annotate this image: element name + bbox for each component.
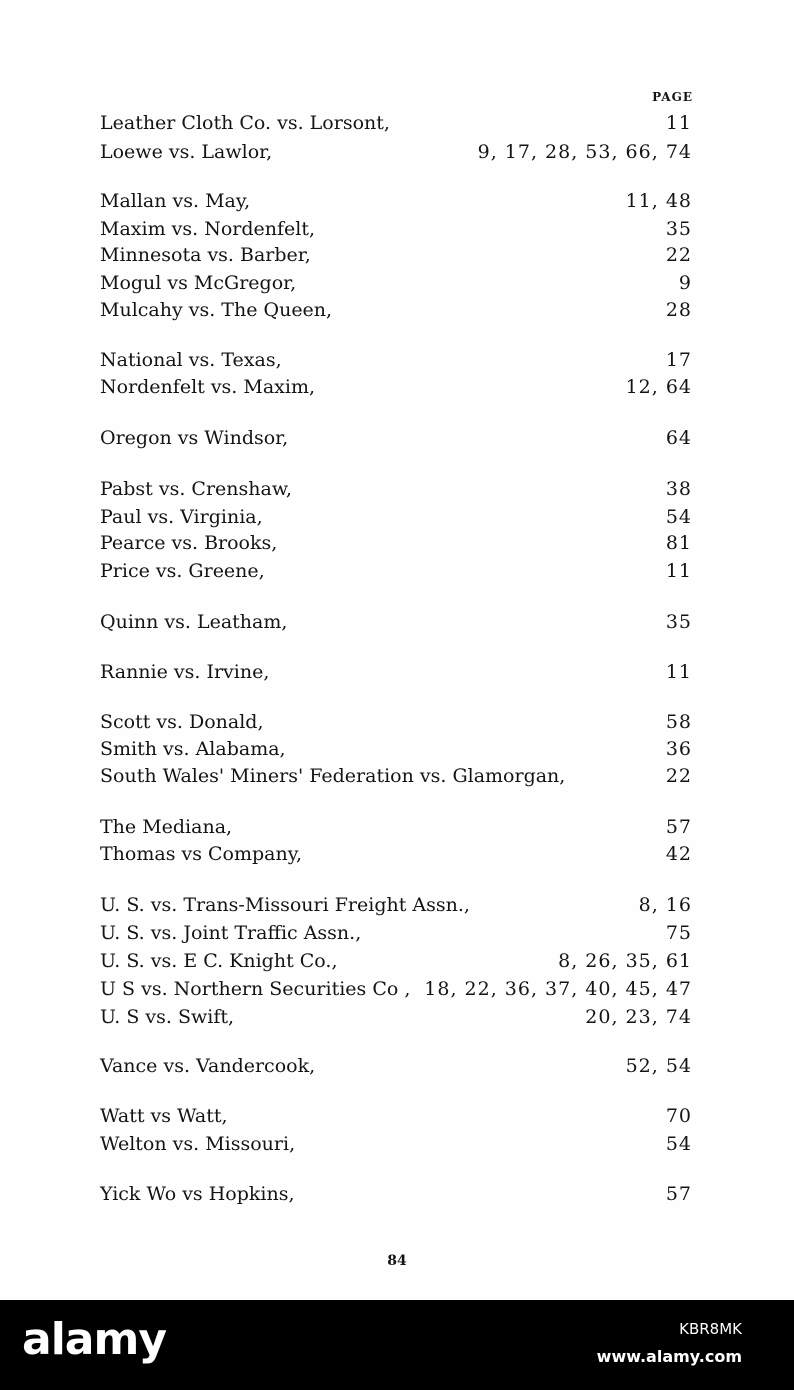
page-references: 70 [665,1105,692,1127]
index-entry [100,1105,692,1131]
index-entry [100,141,692,167]
page-references: 11 [665,112,692,134]
index-entry [100,1133,692,1159]
page-references: 54 [665,506,692,528]
case-name: Welton vs. Missouri, [100,1133,296,1155]
watermark-logo: alamy [22,1314,166,1365]
index-entry [100,478,692,504]
case-name: U. S. vs. Joint Traffic Assn., [100,922,362,944]
case-name: Leather Cloth Co. vs. Lorsont, [100,112,390,134]
index-entry [100,299,692,325]
index-entry [100,190,692,216]
page-references: 58 [665,711,692,733]
index-entry [100,112,692,138]
index-entry [100,765,692,791]
page-references: 64 [665,427,692,449]
case-name: Mogul vs McGregor, [100,272,297,294]
case-name: Price vs. Greene, [100,560,265,582]
case-name: Oregon vs Windsor, [100,427,289,449]
case-name: Minnesota vs. Barber, [100,244,311,266]
case-name: Yick Wo vs Hopkins, [100,1183,295,1205]
index-entry [100,738,692,764]
case-name: Mulcahy vs. The Queen, [100,299,333,321]
page-references: 11, 48 [625,190,692,212]
case-name: Quinn vs. Leatham, [100,611,288,633]
case-name: National vs. Texas, [100,349,282,371]
index-entry [100,894,692,920]
page-references: 36 [665,738,692,760]
case-name: Smith vs. Alabama, [100,738,286,760]
page-references: 9 [678,272,692,294]
case-name: Mallan vs. May, [100,190,251,212]
index-entry [100,427,692,453]
index-entry [100,376,692,402]
index-entry [100,560,692,586]
case-name: Scott vs. Donald, [100,711,264,733]
case-name: South Wales' Miners' Federation vs. Glamorgan, [100,765,566,787]
case-name: Rannie vs. Irvine, [100,661,270,683]
index-entry [100,1055,692,1081]
page-references: 17 [665,349,692,371]
case-name: Watt vs Watt, [100,1105,228,1127]
page-number: 84 [387,1253,407,1269]
index-entry [100,506,692,532]
page-column-header: PAGE [652,90,693,104]
index-entry [100,816,692,842]
page-references: 38 [665,478,692,500]
index-entry [100,272,692,298]
case-name: U. S vs. Swift, [100,1006,235,1028]
page-references: 57 [665,816,692,838]
page-references: 12, 64 [625,376,692,398]
case-name: Vance vs. Vandercook, [100,1055,316,1077]
page-references: 18, 22, 36, 37, 40, 45, 47 [424,978,692,1000]
index-entry [100,218,692,244]
stock-watermark-banner [0,1300,794,1390]
index-entry [100,843,692,869]
index-entry [100,244,692,270]
index-entry [100,922,692,948]
case-name: The Mediana, [100,816,233,838]
page-references: 28 [665,299,692,321]
page-references: 9, 17, 28, 53, 66, 74 [477,141,692,163]
page-references: 35 [665,218,692,240]
page-references: 22 [665,765,692,787]
case-name: Maxim vs. Nordenfelt, [100,218,316,240]
case-name: Thomas vs Company, [100,843,302,865]
index-entry [100,532,692,558]
watermark-url: www.alamy.com [596,1347,742,1366]
index-entry [100,950,692,976]
page-references: 57 [665,1183,692,1205]
page-references: 81 [665,532,692,554]
case-name: Pabst vs. Crenshaw, [100,478,292,500]
page-references: 52, 54 [625,1055,692,1077]
page-references: 8, 16 [638,894,692,916]
index-entry [100,611,692,637]
index-entry [100,711,692,737]
case-name: Loewe vs. Lawlor, [100,141,273,163]
page-references: 75 [665,922,692,944]
page-references: 22 [665,244,692,266]
case-name: Pearce vs. Brooks, [100,532,278,554]
page-references: 8, 26, 35, 61 [558,950,692,972]
index-entry [100,978,692,1004]
page-references: 42 [665,843,692,865]
case-name: U S vs. Northern Securities Co , [100,978,411,1000]
case-name: U. S. vs. E C. Knight Co., [100,950,338,972]
page-references: 35 [665,611,692,633]
page-references: 11 [665,560,692,582]
index-entry [100,661,692,687]
case-name: U. S. vs. Trans-Missouri Freight Assn., [100,894,470,916]
page-references: 20, 23, 74 [585,1006,692,1028]
index-entry [100,1183,692,1209]
case-name: Nordenfelt vs. Maxim, [100,376,316,398]
index-entry [100,349,692,375]
page-references: 11 [665,661,692,683]
page-references: 54 [665,1133,692,1155]
case-name: Paul vs. Virginia, [100,506,263,528]
index-entry [100,1006,692,1032]
watermark-image-id: KBR8MK [679,1320,742,1338]
